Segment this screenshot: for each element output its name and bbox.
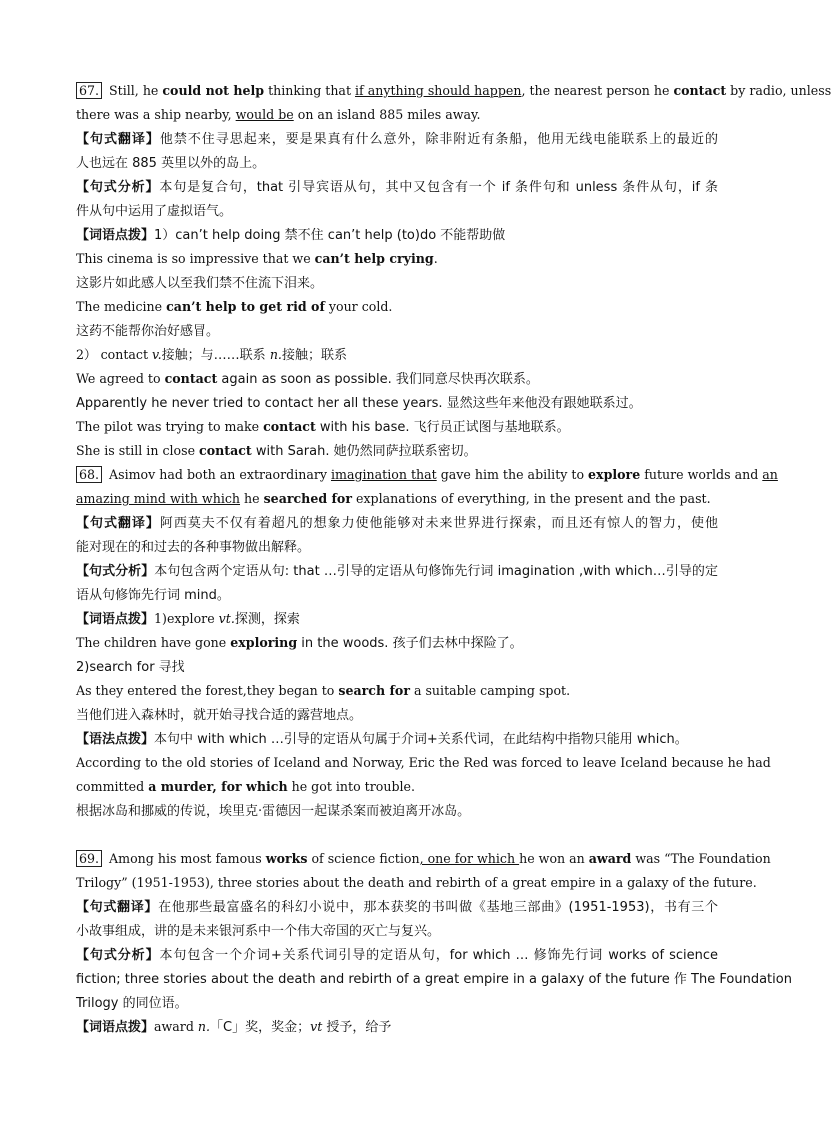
text-line: [76, 919, 718, 943]
text-segment: Trilogy” (1951-1953), three stories about the death and rebirth of a great empire in a galaxy of the future.: [76, 875, 757, 890]
text-segment: 在他那些最富盛名的科幻小说中，那本获奖的书叫做《基地三部曲》(1951-1953)，书有三个: [158, 900, 718, 915]
text-line: [76, 175, 718, 199]
text-segment: vt.: [218, 611, 235, 626]
text-segment: 本句包含一个介词+关系代词引导的定语从句，for which … 修饰先行词 works of science: [159, 948, 718, 963]
section-heading: 【语法点拨】: [76, 732, 155, 747]
text-line: [76, 583, 718, 607]
section-heading: 【句式分析】: [76, 180, 160, 195]
text-segment: 2)search for 寻找: [76, 660, 185, 675]
text-line: [76, 511, 718, 535]
text-line: [76, 679, 718, 703]
text-segment: by radio, unless: [726, 83, 831, 98]
item-number: 68.: [76, 466, 102, 483]
text-line: [76, 367, 718, 391]
text-segment: 能对现在的和过去的各种事物做出解释。: [76, 540, 311, 555]
text-segment: 当他们进入森林时，就开始寻找合适的露营地点。: [76, 708, 363, 723]
text-segment: explore: [588, 467, 641, 482]
section-heading: 【句式翻译】: [76, 516, 160, 531]
text-segment: thinking that: [264, 83, 356, 98]
text-segment: search for: [338, 683, 410, 698]
text-line: [76, 799, 718, 823]
text-line: [76, 703, 718, 727]
text-line: [76, 463, 778, 487]
text-line: [76, 295, 718, 319]
text-segment: was “The Foundation: [631, 851, 771, 866]
text-segment: 接触；与……联系: [161, 348, 270, 363]
text-line: [76, 103, 718, 127]
section-heading: 【词语点拨】: [76, 612, 155, 627]
text-line: [76, 79, 831, 103]
text-segment: 小故事组成，讲的是未来银河系中一个伟大帝国的灭亡与复兴。: [76, 924, 441, 939]
text-line: [76, 1015, 718, 1039]
text-line: [76, 559, 718, 583]
text-segment: could not help: [162, 83, 265, 98]
text-segment: .: [433, 251, 438, 266]
text-segment: he got into trouble.: [287, 779, 415, 794]
section-heading: 【词语点拨】: [76, 1020, 155, 1035]
text-segment: he: [240, 491, 264, 506]
text-line: [76, 199, 718, 223]
text-segment: Still, he: [105, 83, 163, 98]
text-segment: n.: [197, 1019, 211, 1034]
text-segment: if anything should happen: [355, 83, 522, 98]
text-segment: 本句是复合句，that 引导宾语从句，其中又包含有一个 if 条件句和 unless 条件从句，if 条: [159, 180, 718, 195]
text-line: [76, 319, 718, 343]
text-segment: with his base. 飞行员正试图与基地联系。: [315, 420, 570, 435]
text-line: [76, 223, 718, 247]
text-segment: 1)explore: [154, 611, 219, 626]
text-segment: explanations of everything, in the present and the past.: [351, 491, 711, 506]
text-segment: a suitable camping spot.: [409, 683, 571, 698]
text-segment: 根据冰岛和挪威的传说，埃里克·雷德因一起谋杀案而被迫离开冰岛。: [76, 804, 471, 819]
text-segment: The children have gone: [76, 635, 231, 650]
text-segment: Among his most famous: [105, 851, 266, 866]
text-line: [76, 151, 718, 175]
text-segment: he won an: [519, 851, 589, 866]
text-line: [76, 895, 718, 919]
text-line: [76, 775, 718, 799]
text-segment: 这药不能帮你治好感冒。: [76, 324, 220, 339]
text-segment: 他禁不住寻思起来，要是果真有什么意外，除非附近有条船，他用无线电能联系上的最近的: [159, 132, 718, 147]
text-segment: contact: [199, 443, 252, 458]
text-segment: 本句中 with which …引导的定语从句属于介词+关系代词，在此结构中指物只能用 which。: [154, 732, 688, 747]
text-segment: 授予，给予: [322, 1020, 392, 1035]
text-segment: 接触；联系: [281, 348, 347, 363]
text-line: [76, 751, 771, 775]
text-segment: in the woods. 孩子们去林中探险了。: [297, 636, 523, 651]
blank-line: [76, 823, 718, 847]
text-line: [76, 967, 792, 991]
text-segment: vt: [310, 1019, 323, 1034]
text-segment: Asimov had both an extraordinary: [105, 467, 331, 482]
text-segment: The pilot was trying to make: [76, 419, 264, 434]
text-line: [76, 415, 718, 439]
text-segment: amazing mind with which: [76, 491, 241, 506]
text-segment: imagination that: [330, 467, 437, 482]
section-heading: 【句式翻译】: [76, 900, 159, 915]
section-heading: 【句式分析】: [76, 948, 160, 963]
text-segment: n.: [269, 347, 282, 362]
text-segment: searched for: [263, 491, 352, 506]
text-segment: As they entered the forest,they began to: [76, 683, 339, 698]
text-segment: She is still in close: [76, 443, 200, 458]
document-page: [76, 79, 831, 1039]
text-line: [76, 487, 718, 511]
text-segment: with Sarah. 她仍然同萨拉联系密切。: [251, 444, 477, 459]
text-segment: v.: [152, 347, 162, 362]
text-segment: This cinema is so impressive that we: [76, 251, 315, 266]
section-heading: 【句式分析】: [76, 564, 155, 579]
text-segment: exploring: [230, 635, 298, 650]
text-segment: , one for which: [419, 851, 520, 866]
text-segment: your cold.: [324, 299, 393, 314]
text-segment: again as soon as possible. 我们同意尽快再次联系。: [217, 372, 539, 387]
text-segment: 件从句中运用了虚拟语气。: [76, 204, 233, 219]
text-line: [76, 847, 771, 871]
text-line: [76, 631, 718, 655]
text-segment: We agreed to: [76, 371, 165, 386]
text-segment: 本句包含两个定语从句: that …引导的定语从句修饰先行词 imagination ,with which…引导的定: [154, 564, 718, 579]
text-segment: contact: [164, 371, 218, 386]
text-line: [76, 271, 718, 295]
text-segment: 人也远在 885 英里以外的岛上。: [76, 156, 266, 171]
text-segment: a murder, for which: [148, 779, 288, 794]
text-line: [76, 727, 718, 751]
text-segment: committed: [76, 779, 149, 794]
text-segment: Apparently he never tried to contact her all these years. 显然这些年来他没有跟她联系过。: [76, 396, 642, 411]
text-segment: an: [762, 467, 778, 482]
section-heading: 【词语点拨】: [76, 228, 155, 243]
text-segment: The medicine: [76, 299, 167, 314]
text-segment: on an island 885 miles away.: [293, 107, 481, 122]
text-segment: 2） contact: [76, 347, 153, 362]
section-heading: 【句式翻译】: [76, 132, 160, 147]
text-segment: can’t help to get rid of: [166, 299, 325, 314]
text-segment: there was a ship nearby,: [76, 107, 236, 122]
text-segment: future worlds and: [640, 467, 763, 482]
text-line: [76, 391, 718, 415]
text-segment: award: [154, 1019, 198, 1034]
text-line: [76, 655, 718, 679]
text-line: [76, 127, 718, 151]
text-segment: can’t help crying: [314, 251, 434, 266]
text-segment: 阿西莫夫不仅有着超凡的想象力使他能够对未来世界进行探索，而且还有惊人的智力，使他: [159, 516, 718, 531]
text-segment: would be: [235, 107, 294, 122]
text-line: [76, 607, 718, 631]
text-segment: award: [588, 851, 632, 866]
text-segment: fiction; three stories about the death and rebirth of a great empire in a galaxy of the future 作 The Foundation: [76, 972, 792, 987]
text-segment: , the nearest person he: [521, 83, 674, 98]
text-segment: 探测，探索: [234, 612, 300, 627]
text-segment: contact: [673, 83, 727, 98]
text-segment: contact: [263, 419, 316, 434]
text-segment: 语从句修饰先行词 mind。: [76, 588, 230, 603]
text-line: [76, 991, 718, 1015]
text-segment: 这影片如此感人以至我们禁不住流下泪来。: [76, 276, 324, 291]
text-segment: 1）can’t help doing 禁不住 can’t help (to)do 不能帮助做: [154, 228, 506, 243]
text-segment: Trilogy 的同位语。: [76, 996, 188, 1011]
text-line: [76, 871, 757, 895]
text-segment: gave him the ability to: [436, 467, 589, 482]
text-segment: works: [265, 851, 308, 866]
text-segment: According to the old stories of Iceland and Norway, Eric the Red was forced to leave Iceland because he had: [76, 755, 771, 770]
item-number: 67.: [76, 82, 102, 99]
text-line: [76, 943, 718, 967]
text-line: [76, 535, 718, 559]
text-line: [76, 439, 718, 463]
text-segment: 「C」奖，奖金；: [210, 1020, 311, 1035]
text-line: [76, 247, 718, 271]
item-number: 69.: [76, 850, 102, 867]
text-line: [76, 343, 718, 367]
text-segment: of science fiction: [307, 851, 420, 866]
